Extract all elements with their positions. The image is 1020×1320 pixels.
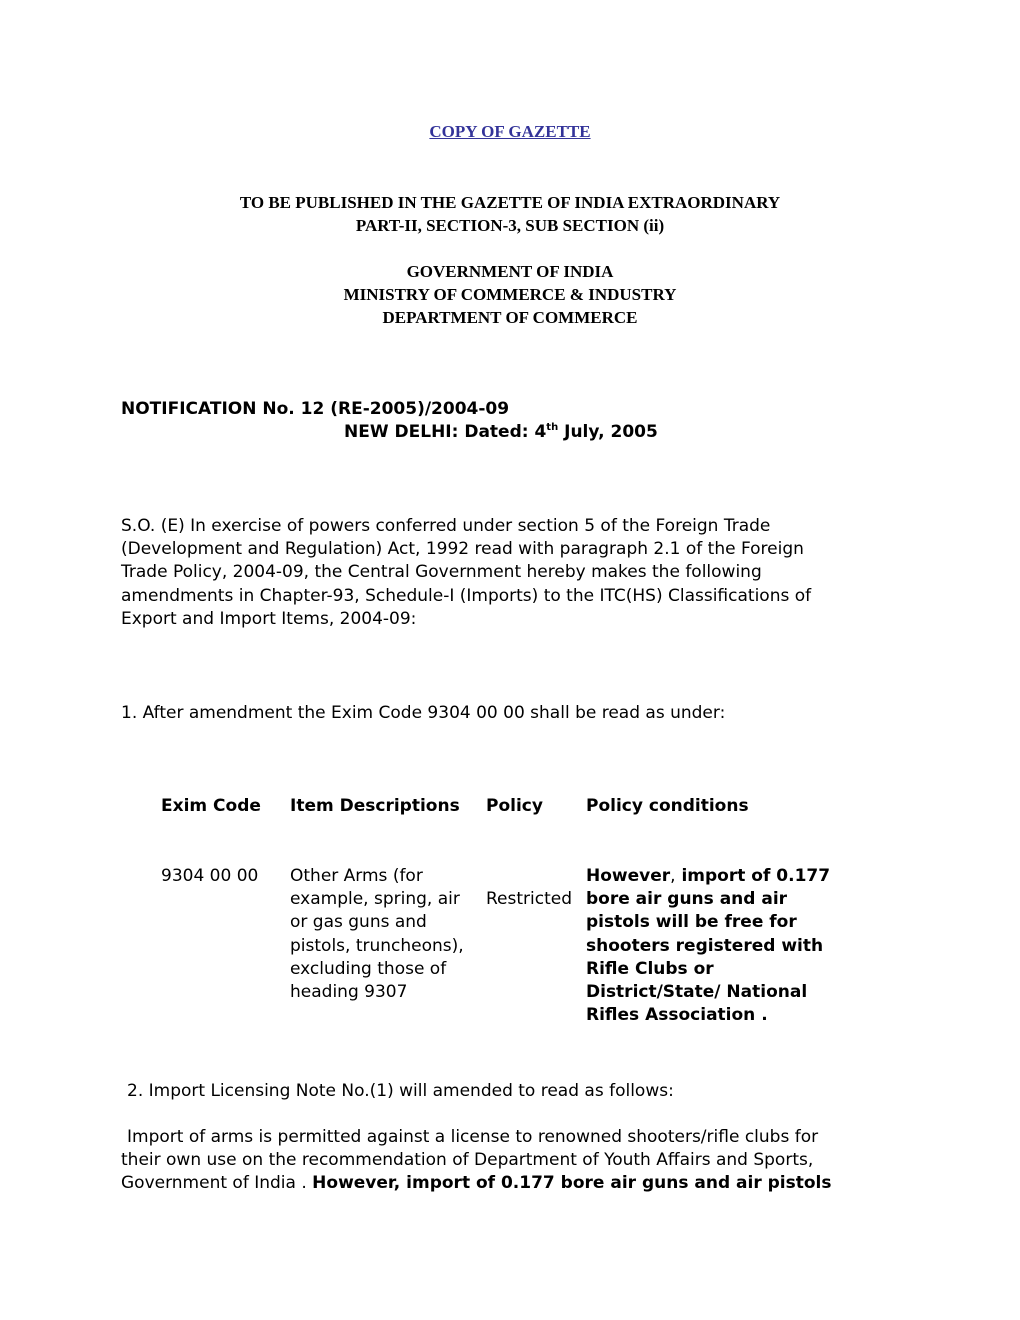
point-2 xyxy=(127,1080,887,1103)
point-2-text: 2. Import Licensing Note No.(1) will amended to read as follows: xyxy=(127,1081,674,1101)
cond-however: However xyxy=(586,866,671,886)
header-exim-code: Exim Code xyxy=(161,796,261,816)
cond-first-line xyxy=(586,865,830,888)
date-prefix: NEW DELHI: Dated: 4 xyxy=(344,422,547,442)
intro-line: S.O. (E) In exercise of powers conferred under section 5 of the Foreign Trade xyxy=(121,516,771,536)
note-line-3-plain: Government of India . xyxy=(121,1173,313,1194)
cond-line: Rifle Clubs or xyxy=(586,958,714,979)
licensing-note xyxy=(121,1126,881,1196)
cond-line: shooters registered with xyxy=(586,935,824,956)
intro-line: Export and Import Items, 2004-09: xyxy=(121,608,417,629)
date-suffix: July, 2005 xyxy=(558,422,658,442)
cond-comma: , xyxy=(670,866,676,886)
desc-line: heading 9307 xyxy=(290,982,408,1003)
intro-line: amendments in Chapter-93, Schedule-I (Imports) to the ITC(HS) Classifications of xyxy=(121,585,812,606)
publish-line-1: TO BE PUBLISHED IN THE GAZETTE OF INDIA EXTRAORDINARY xyxy=(239,193,781,212)
date-superscript: th xyxy=(546,422,559,433)
cond-line: pistols will be free for xyxy=(586,912,797,933)
publish-line-2: PART-II, SECTION-3, SUB SECTION (ii) xyxy=(355,216,665,235)
header-policy-conditions: Policy conditions xyxy=(586,796,749,816)
point-1 xyxy=(121,702,881,725)
header-policy: Policy xyxy=(486,796,543,816)
cond-line: bore air guns and air xyxy=(586,889,788,910)
cond-line: District/State/ National xyxy=(586,982,808,1003)
gov-line-3: DEPARTMENT OF COMMERCE xyxy=(382,308,638,327)
cond-line: Rifles Association . xyxy=(586,1005,768,1026)
point-1-text: 1. After amendment the Exim Code 9304 00 00 shall be read as under: xyxy=(121,703,726,723)
header-item-descriptions: Item Descriptions xyxy=(290,796,460,816)
cell-exim-code: 9304 00 00 xyxy=(161,866,259,886)
cell-policy: Restricted xyxy=(486,889,573,909)
desc-line: pistols, truncheons), xyxy=(290,935,464,956)
intro-line: (Development and Regulation) Act, 1992 read with paragraph 2.1 of the Foreign xyxy=(121,539,804,560)
gov-line-1: GOVERNMENT OF INDIA xyxy=(406,262,614,281)
desc-line: Other Arms (for xyxy=(290,866,423,886)
intro-paragraph xyxy=(121,515,881,631)
cell-policy-conditions xyxy=(586,865,830,1027)
gov-line-2: MINISTRY OF COMMERCE & INDUSTRY xyxy=(343,285,677,304)
note-line-3-bold: However, import of 0.177 bore air guns and air pistols xyxy=(312,1173,832,1194)
desc-line: excluding those of xyxy=(290,958,447,979)
cond-import: import of 0.177 xyxy=(675,866,831,886)
note-line: Import of arms is permitted against a license to renowned shooters/rifle clubs for xyxy=(127,1127,819,1147)
government-heading xyxy=(0,260,1020,329)
copy-of-gazette-link[interactable]: COPY OF GAZETTE xyxy=(429,122,591,141)
note-line-3 xyxy=(121,1172,881,1195)
notification-number: NOTIFICATION No. 12 (RE-2005)/2004-09 xyxy=(121,399,510,419)
publication-heading xyxy=(0,191,1020,237)
cell-item-description xyxy=(290,865,464,1004)
notification-date xyxy=(344,422,658,442)
desc-line: or gas guns and xyxy=(290,912,427,933)
intro-line: Trade Policy, 2004-09, the Central Government hereby makes the following xyxy=(121,562,762,583)
desc-line: example, spring, air xyxy=(290,889,460,910)
note-line: their own use on the recommendation of Department of Youth Affairs and Sports, xyxy=(121,1150,814,1171)
